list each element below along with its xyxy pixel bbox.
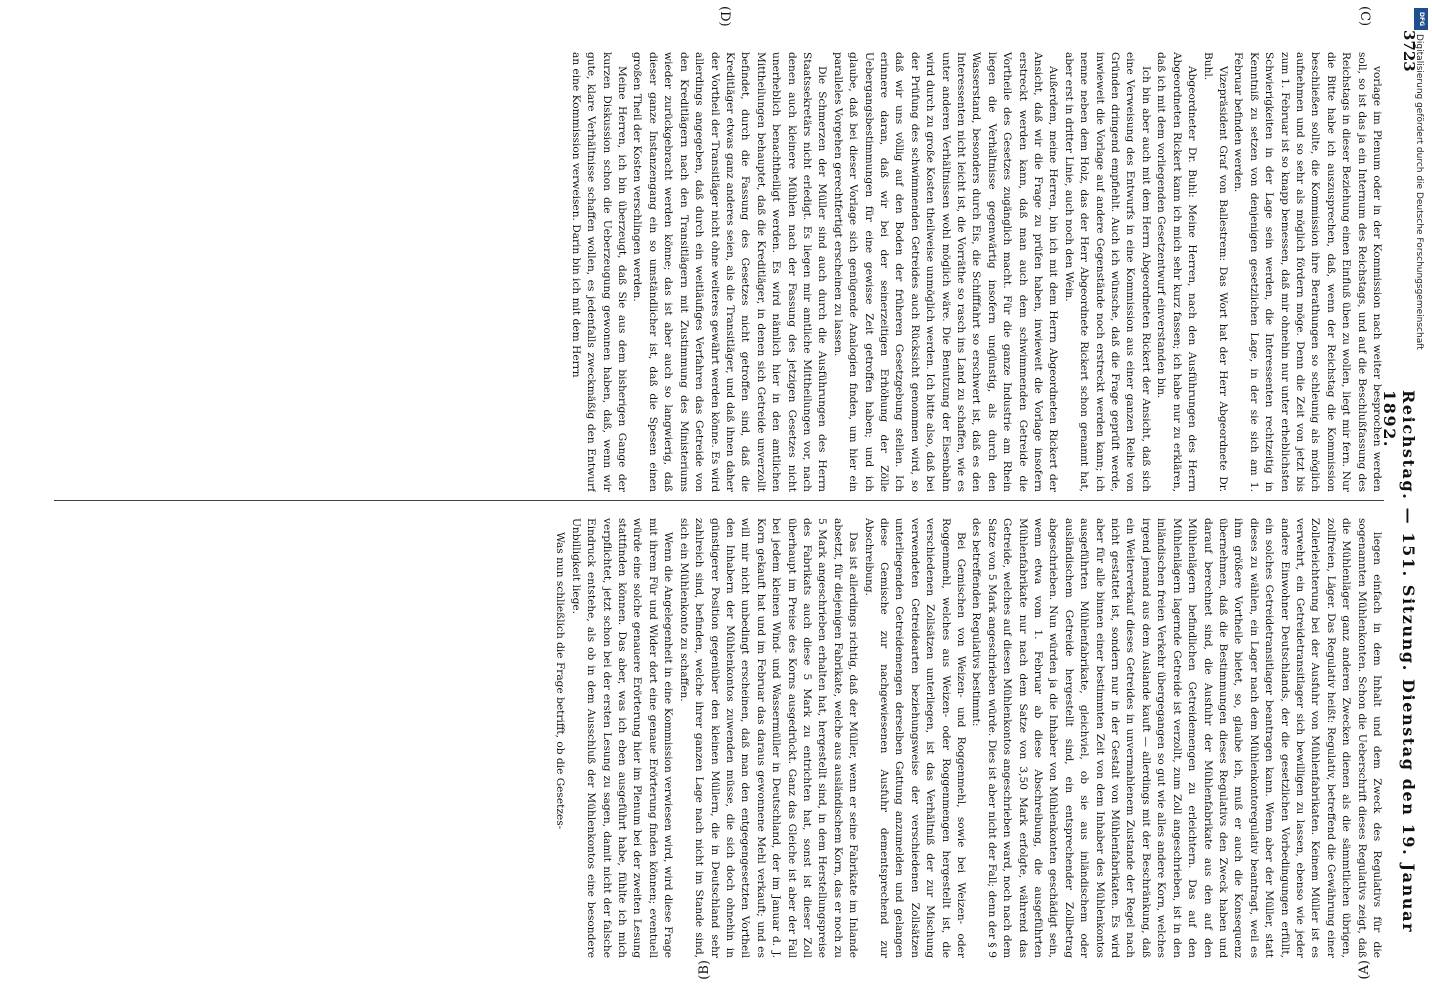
paragraph: Meine Herren, ich bin überzeugt, daß Sie aus dem bisherigen Gange der kurzen Diskussion schon die Ueberzeugung gewonnen haben, daß, wenn wir gute, klare Verhältnisse schaffen wollen, es jedenfalls zweckmäßig den Entwurf an eine Kommission verweisen. Darin bin ich mit dem Herrn [569, 52, 629, 492]
paragraph: Abgeordneter Dr. Buhl: Meine Herren, nach den Ausführungen des Herrn Abgeordneten Rickert kann ich mich sehr kurz fassen; ich habe nur zu erklären, daß ich mit dem vorliegenden Gesetzentwurf einverstanden bin. [1155, 52, 1199, 492]
margin-letter-a: (A) [1357, 960, 1372, 980]
paragraph: Wenn die Angelegenheit in eine Kommission verwiesen wird, wird diese Frage mit ihrem Für und Wider dort eine genaue Erörterung finden können; eventuell würde eine solche genauere Erörterung hier im Plenum bei der zweiten Lesung stattfinden können. Das aber, was ich eben ausgeführt habe, fühlte ich mich verpflichtet, jetzt schon bei der ersten Lesung zu sagen, damit nicht der falsche Eindruck entstehe, als ob in dem Ausschluß der Mühlenkontos eine besondere Unbilligkeit liege. [569, 518, 675, 958]
column-right [44, 518, 1384, 958]
margin-letter-c: (C) [1357, 6, 1372, 27]
column-divider [54, 500, 1384, 501]
page-number: 3723 [1400, 30, 1418, 72]
paragraph: vorlage im Plenum oder in der Kommission nach weiter besprochen werden soll, so ist das ja ein Internum des Reichstags, und auf die Beschlußfassung des Reichstags in dieser Beziehung einen Einfluß üben zu wollen, liegt mir fern. Nur die Bitte habe ich auszusprechen, daß, wenn der Reichstag die Kommission beschließen sollte, die Kommission ihre Berathungen so schleunig als möglich aufnehmen und so sehr als möglich fördern möge. Denn die Zeit von jetzt bis zum 1. Februar ist so knapp bemessen, daß mir ohnehin nur unter erheblichsten Schwierigkeiten in der Lage sein werden, die Interessenten rechtzeitig in Kenntniß zu setzen von denjenigen gesetzlichen Lage, in der sie sich am 1. Februar befinden werden. [1232, 52, 1383, 492]
paragraph: Außerdem, meine Herren, bin ich mit dem Herrn Abgeordneten Rickert der Ansicht, daß wir die Frage zu prüfen haben, inwieweit die Vorlage insofern erstreckt werden kann, daß man auch dem schwimmenden Getreide die Vortheile des Gesetzes zugänglich macht. Für die ganze Industrie am Rhein liegen die Verhältnisse gegenwärtig insofern ungünstig, als durch den Wasserstand, besonders durch Eis, die Schifffahrt so erschwert ist, daß es den Interessenten nicht leicht ist, die Vorräthe so rasch ins Land zu schaffen, wie es unter anderen Verhältnissen wohl möglich wäre. Die Benutzung der Eisenbahn wird durch zu große Kosten theilweise unmöglich werden. Ich bitte also, daß bei der Prüfung des schwimmenden Getreides auch Rücksicht genommen wird, so daß wir uns völlig auf den Boden der früheren Gesetzgebung stellen. Ich erinnere daran, daß wir bei der seinerzeitigen Erhöhung der Zölle Uebergangsbestimmungen für eine gewisse Zeit getroffen haben; und ich glaube, daß bei dieser Vorlage sich genügende Analogien finden, um hier ein paralleles Vorgehen gerechtfertigt erscheinen zu lassen. [831, 52, 1060, 492]
paragraph: Was nun schließlich die Frage betrifft, ob die Gesetzes- [554, 532, 567, 830]
paragraph: Bei Gemischen von Weizen- und Roggenmehl, sowie bei Weizen- oder Roggenmehl, welches aus Weizen- oder Roggenmengen hergestellt ist, die verschiedenen Zollsätzen unterliegen, ist das Verhältniß der zur Mischung verwendeten Getreidearten beziehungsweise der verschiedenen Zollsätzen unterliegenden Getreidemengen derselben Gattung anzumelden und gelangen diese Gemische zur nachgewiesenen Ausfuhr dementsprechend zur Abschreibung. [862, 518, 968, 958]
dfg-watermark [1412, 8, 1430, 568]
paragraph: Das ist allerdings richtig, daß der Müller, wenn er seine Fabrikate im Inlande absetzt, für diejenigen Fabrikate, welche aus ausländischem Korn, das er noch zu 5 Mark angeschrieben erhalten hat, hergestellt sind, in dem Herstellungspreise des Fabrikats auch diese 5 Mark zu entrichten hat, sonst ist dieser Zoll überhaupt im Preise des Korns ausgedrückt. Ganz das Gleiche ist aber der Fall bei jedem kleinen Wind- und Wassermüller in Deutschland, der im Januar d. J. Korn gekauft hat und im Februar das daraus gewonnene Mehl verkauft; und es will mir nicht unbedingt erscheinen, daß man den entgegengesetzten Vortheil den Inhabern der Mühlenkontos zuwenden müsse, die sich doch ohnehin in günstigerer Position gegenüber den kleinen Müllern, die in Deutschland sehr zahlreich sind, befinden, welche ihrer ganzen Lage nach nicht im Stande sind, sich ein Mühlenkonto zu schaffen. [677, 518, 860, 958]
dfg-logo: DFG [1414, 8, 1428, 30]
paragraph: liegen einfach in dem Inhalt und dem Zweck des Regulativs für die sogenannten Mühlenkonten. Schon die Ueberschrift dieses Regulativs zeigt, daß die Mühlenläger ganz anderen Zwecken dienen als die sämmtlichen übrigen, zollfreien, Läger. Das Regulativ heißt: Regulativ, betreffend die Gewährung einer Zollerleichterung bei der Ausfuhr von Mühlenfabrikaten. Keinem Müller ist es verwehrt, ein Getreidetransitlager sich bewilligen zu lassen, ebenso wie jeder andere Einwohner Deutschlands, der die gesetzlichen Vorbedingungen erfüllt, ein solches Getreidetransitlager beantragen kann. Wenn aber der Müller, statt dieses zu wählen, ein Lager nach dem Mühlenkontoregulativ beantragt, weil es ihm größere Vortheile bietet, so, glaube ich, muß er auch die Konsequenz übernehmen, daß die Bestimmungen dieses Regulativs den Zweck haben und darauf berechnet sind, die Ausfuhr der Mühlenfabrikate aus den auf den Mühlenlägern befindlichen Getreidemengen zu erleichtern. Das auf den Mühlenlägern lagernde Getreide ist verzollt, zum Zoll angeschrieben, ist in den inländischen freien Verkehr übergegangen so gut wie alles andere Korn, welches irgend jemand aus dem Auslande kauft — allerdings mit der Beschränkung, daß ein Weiterverkauf dieses Getreides in unvermahlenem Zustande der Regel nach nicht gestattet ist, sondern nur in der Gestalt von Mühlenfabrikaten. Es wird aber für alle binnen einer bestimmten Zeit von dem Inhaber des Mühlenkontos ausgeführten Mühlenfabrikate, gleichviel, ob sie aus inländischem oder ausländischem Getreide hergestellt sind, ein entsprechender Zollbetrag abgeschrieben. Nun würden ja die Inhaber von Mühlenkonten geschädigt sein, wenn etwa vom 1. Februar ab diese Abschreibung, die ausgeführten Mühlenfabrikate nur nach dem Satze von 3,50 Mark erfolgte, während das Getreide, welches auf diesen Mühlenkontos angeschrieben ward, noch nach dem Satze von 5 Mark angeschrieben würde. Dies ist aber nicht der Fall; denn der § 9 des betreffenden Regulativs bestimmt: [970, 518, 1383, 958]
paragraph: Die Schmerzen der Müller sind auch durch die Ausführungen des Herrn Staatssekretärs nicht erledigt. Es liegen mir amtliche Mittheilungen vor, nach denen auch kleinere Mühlen nach der Fassung des jetzigen Gesetzes nicht unerheblich benachtheiligt werden. Es wird nämlich hier in den amtlichen Mittheilungen behauptet, daß die Kreditläger, in denen sich Getreide unverzollt befindet, durch die Fassung des Gesetzes nicht getroffen sind, daß die Kreditläger etwas ganz anderes seien, als die Transitläger, und daß ihnen daher der Vortheil der Transitläger nicht ohne weiteres gewährt werden könne. Es wird allerdings angegeben, daß durch ein weitläufiges Verfahren das Getreide von den Kreditlägern nach den Transitlägern mit Zustimmung des Ministeriums wieder zurückgebracht werden könne; das ist aber auch so langwierig, daß dieser ganze Instanzengang ein so umständlicher ist, daß die Spesen einen großen Theil der Kosten verschlingen werden. [631, 52, 829, 492]
margin-letter-d: (D) [717, 6, 732, 27]
paragraph: Ich bin aber auch mit dem Herrn Abgeordneten Rickert der Ansicht, daß sich eine Verweisung des Entwurfs in eine Kommission aus einer ganzen Reihe von Gründen dringend empfiehlt. Auch ich wünsche, daß die Frage geprüft werde, inwieweit die Vorlage auf andere Gegenstände noch erstreckt werden kann; ich nenne neben dem Holz, das der Herr Abgeordnete Rickert schon genannt hat, aber erst in dritter Linie, auch noch den Wein. [1062, 52, 1152, 492]
column-left [44, 52, 1384, 492]
margin-letter-b: (B) [697, 960, 712, 980]
paragraph: Vizepräsident Graf von Ballestrem: Das Wort hat der Herr Abgeordnete Dr. Buhl. [1201, 52, 1229, 492]
watermark-text: Digitalisierung gefördert durch die Deutsche Forschungsgemeinschaft [1414, 34, 1424, 350]
running-head: Reichstag. — 151. Sitzung. Dienstag den 19. Januar 1892. [1380, 390, 1418, 934]
